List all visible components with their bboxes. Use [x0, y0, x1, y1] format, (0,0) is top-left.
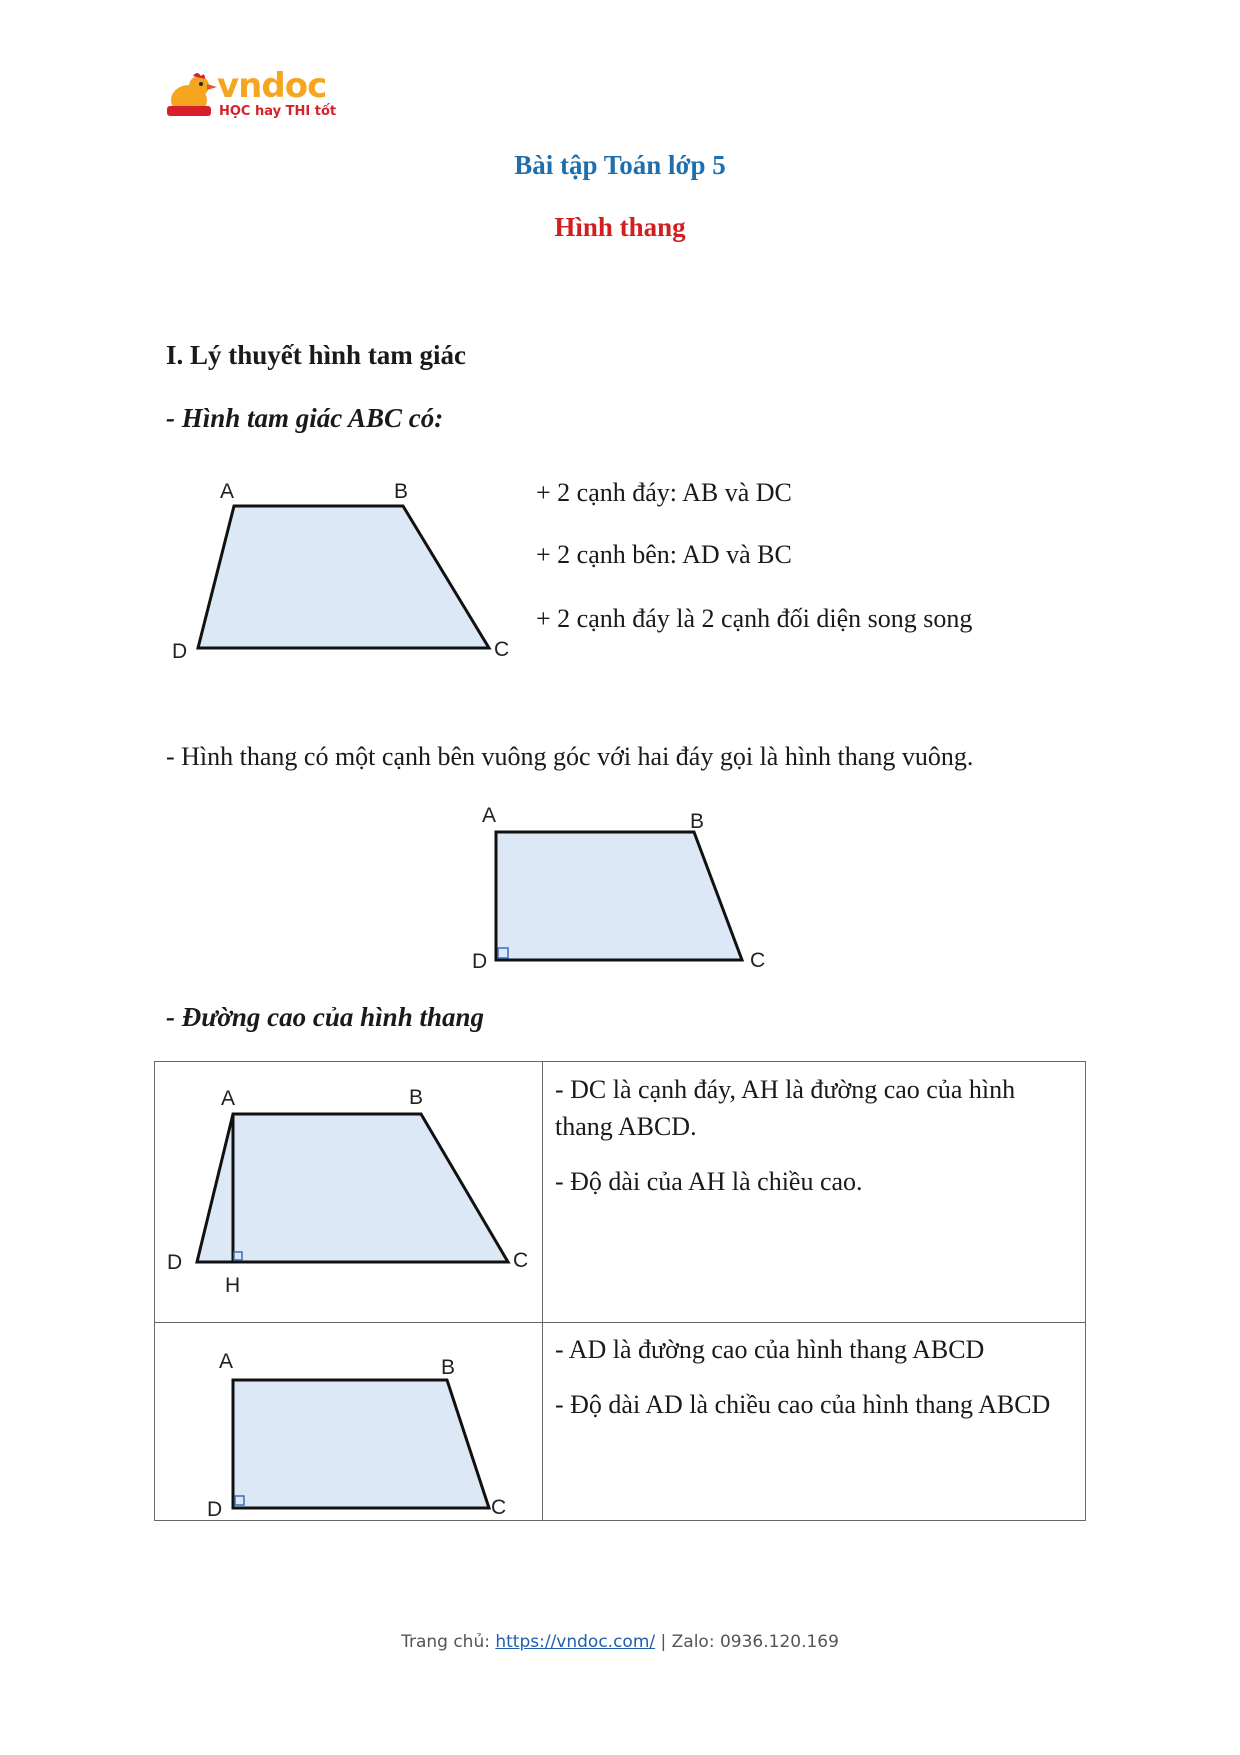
sub-heading-abc: - Hình tam giác ABC có:	[166, 403, 444, 433]
row1-line2: - Độ dài của AH là chiều cao.	[555, 1166, 863, 1196]
footer-zalo: | Zalo: 0936.120.169	[655, 1632, 839, 1652]
right-trapezoid-definition: - Hình thang có một cạnh bên vuông góc với hai đáy gọi là hình thang vuông.	[166, 742, 974, 771]
right-trapezoid-height-figure	[185, 1338, 507, 1521]
right-trapezoid-shape	[233, 1380, 489, 1508]
property-parallel: + 2 cạnh đáy là 2 cạnh đối diện song song	[536, 604, 973, 633]
document-title: Bài tập Toán lớp 5	[514, 150, 726, 180]
label-c: C	[750, 949, 766, 972]
label-a: A	[219, 1350, 234, 1373]
label-a: A	[221, 1087, 236, 1110]
table-row2-text	[555, 1332, 1075, 1424]
footer-home-link[interactable]: https://vndoc.com/	[495, 1632, 656, 1652]
right-trapezoid-shape	[496, 832, 742, 960]
row1-line1: - DC là cạnh đáy, AH là đường cao của hình thang ABCD.	[555, 1075, 1016, 1141]
label-b: B	[441, 1356, 456, 1379]
property-bases: + 2 cạnh đáy: AB và DC	[536, 478, 792, 507]
label-d: D	[167, 1251, 183, 1274]
label-a: A	[220, 480, 235, 503]
right-trapezoid-figure	[470, 798, 780, 978]
document-subtitle: Hình thang	[554, 212, 686, 242]
property-legs: + 2 cạnh bên: AD và BC	[536, 540, 792, 569]
row2-line2: - Độ dài AD là chiều cao của hình thang ABCD	[555, 1389, 1051, 1419]
vndoc-logo-mascot	[163, 70, 219, 120]
row2-line1: - AD là đường cao của hình thang ABCD	[555, 1335, 985, 1364]
label-c: C	[513, 1249, 529, 1272]
label-b: B	[409, 1086, 424, 1109]
table-row1-text	[555, 1072, 1075, 1201]
label-c: C	[491, 1496, 507, 1519]
trapezoid-shape	[198, 506, 489, 648]
label-d: D	[172, 640, 188, 663]
footer-prefix: Trang chủ:	[401, 1632, 496, 1652]
label-d: D	[207, 1498, 223, 1521]
trapezoid-height-figure	[163, 1072, 533, 1297]
table-divider-vertical	[542, 1062, 543, 1520]
table-divider-horizontal	[155, 1322, 1085, 1323]
trapezoid-figure	[168, 476, 518, 666]
label-b: B	[394, 480, 409, 503]
logo-wordmark: vndoc	[217, 66, 327, 106]
trapezoid-shape	[197, 1114, 508, 1262]
logo-tagline: HỌC hay THI tốt	[219, 104, 337, 119]
section-heading: I. Lý thuyết hình tam giác	[166, 340, 467, 370]
label-a: A	[482, 804, 497, 827]
label-c: C	[494, 638, 510, 661]
label-d: D	[472, 950, 488, 973]
page-footer	[0, 1632, 1240, 1652]
label-h: H	[225, 1274, 241, 1297]
label-b: B	[690, 810, 705, 833]
height-table	[154, 1061, 1086, 1521]
sub-heading-height: - Đường cao của hình thang	[166, 1002, 484, 1032]
